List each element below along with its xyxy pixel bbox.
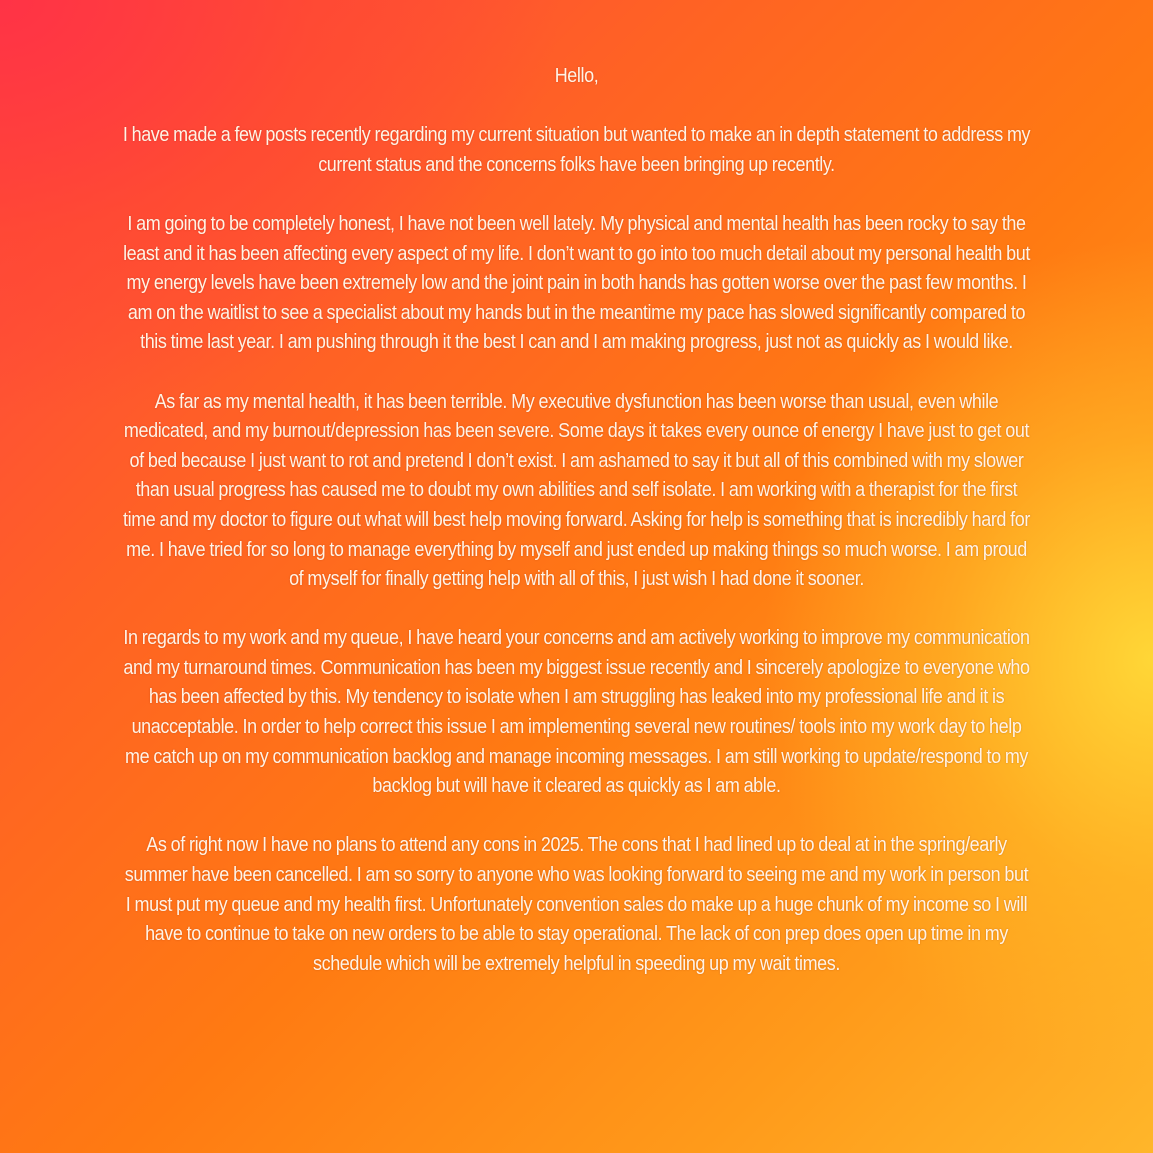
paragraph-mental-health: As far as my mental health, it has been terrible. My executive dysfunction has been worse than usual, even while medicated, and my burnout/depression has been severe. Some days it takes every ounce of energy I have just to get out of bed because I just want to rot and pretend I don’t exist. I am ashamed to say it but all of this combined with my slower than usual progress has caused me to doubt my own abilities and self isolate. I am working with a therapist for the first time and my doctor to figure out what will best help moving forward. Asking for help is something that is incredibly hard for me. I have tried for so long to manage everything by myself and just ended up making things so much worse. I am proud of myself for finally getting help with all of this, I just wish I had done it sooner. [123, 390, 1030, 591]
paragraph-physical-health: I am going to be completely honest, I have not been well lately. My physical and mental health has been rocky to say the least and it has been affecting every aspect of my life. I don’t want to go into too much detail about my personal health but my energy levels have been extremely low and the joint pain in both hands has gotten worse over the past few months. I am on the waitlist to see a specialist about my hands but in the meantime my pace has slowed significantly compared to this time last year. I am pushing through it the best I can and I am making progress, just not as quickly as I would like. [123, 212, 1030, 354]
paragraph-conventions: As of right now I have no plans to attend any cons in 2025. The cons that I had lined up to deal at in the spring/early summer have been cancelled. I am so sorry to anyone who was looking forward to seeing me and my work in person but I must put my queue and my health first. Unfortunately convention sales do make up a huge chunk of my income so I will have to continue to take on new orders to be able to stay operational. The lack of con prep does open up time in my schedule which will be extremely helpful in speeding up my wait times. [124, 834, 1029, 975]
paragraph-intro: I have made a few posts recently regarding my current situation but wanted to make an in depth statement to address my current status and the concerns folks have been bringing up recently. [122, 124, 1031, 176]
paragraph-work-queue: In regards to my work and my queue, I have heard your concerns and am actively working to improve my communication and my turnaround times. Communication has been my biggest issue recently and I sincerely apologize to everyone who has been affected by this. My tendency to isolate when I am struggling has leaked into my professional life and it is unacceptable. In order to help correct this issue I am implementing several new routines/ tools into my work day to help me catch up on my communication backlog and manage incoming messages. I am still working to update/respond to my backlog but will have it cleared as quickly as I am able. [123, 627, 1030, 798]
greeting: Hello, [554, 65, 599, 87]
statement-text [121, 62, 1033, 979]
